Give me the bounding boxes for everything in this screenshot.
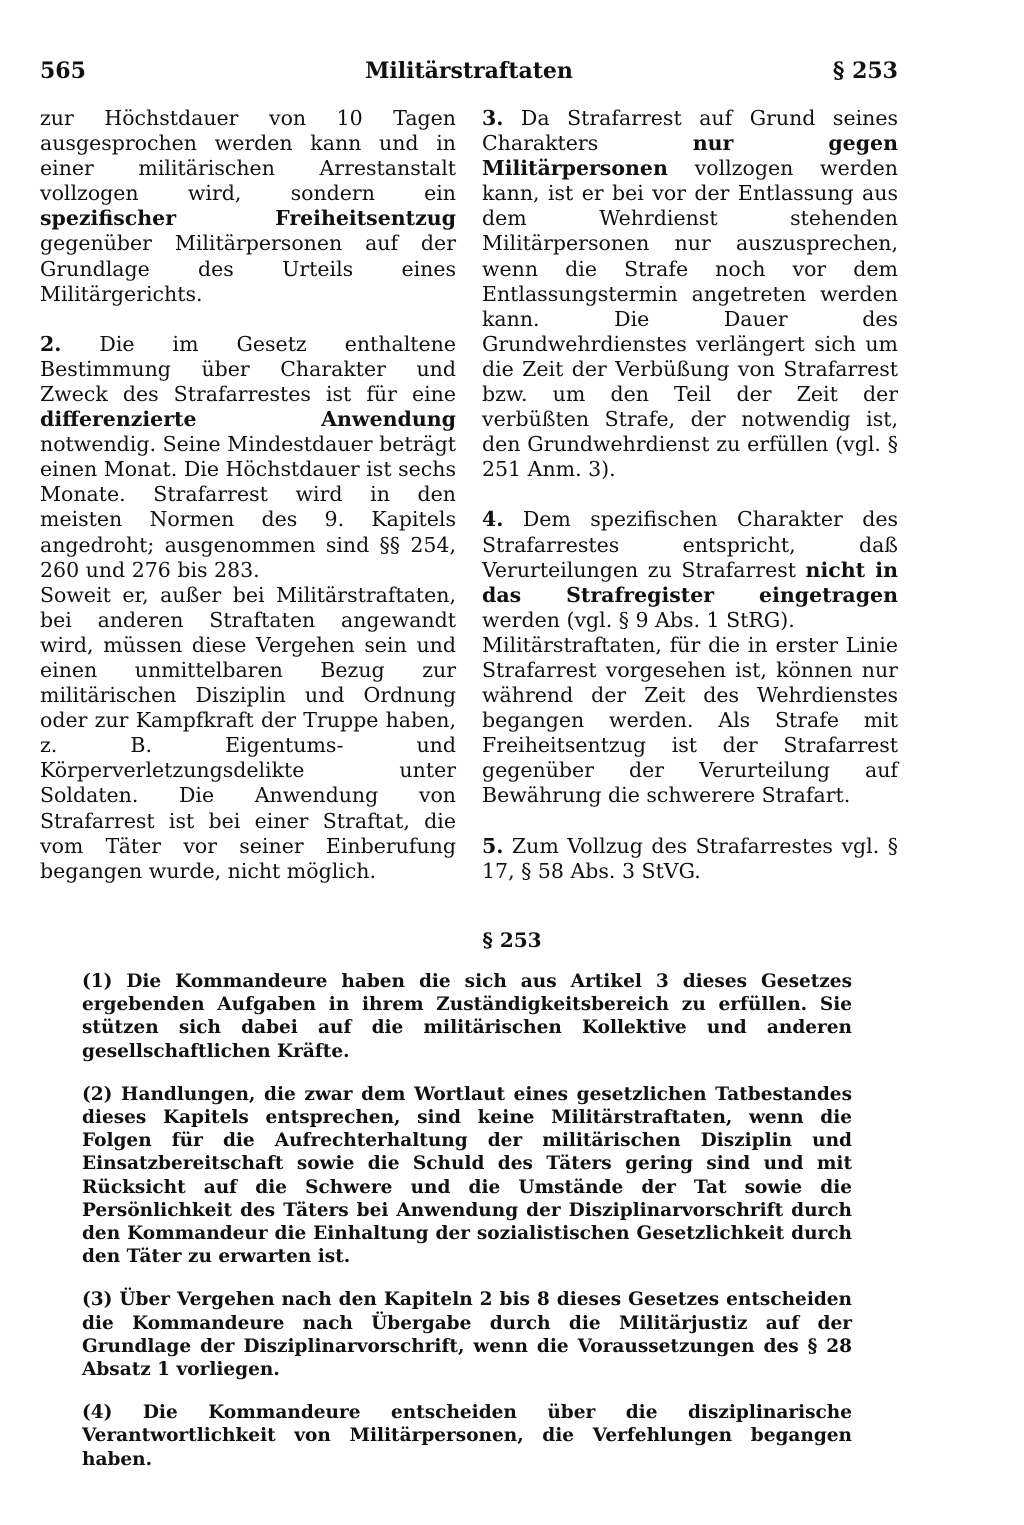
commentary-paragraph: zur Höchstdauer von 10 Tagen ausgesprochen werden kann und in einer militärischen Arrestanstalt vollzogen wird, sondern ein spezifischer Freiheitsentzug gegenüber Militärpersonen auf der Grundlage des Urteils eines Militärgerichts.: [40, 106, 456, 306]
law-paragraph-1: (1) Die Kommandeure haben die sich aus Artikel 3 dieses Gesetzes ergebenden Aufgaben in ihrem Zuständigkeitsbereich zu erfüllen. Sie stützen sich dabei auf die militärischen Kollektive und anderen gesellschaftlichen Kräfte.: [82, 971, 852, 1062]
note-number: 3.: [482, 106, 504, 130]
page-header: [40, 58, 898, 88]
left-column: [40, 106, 456, 884]
page-number: 565: [40, 58, 86, 84]
running-section: § 253: [832, 58, 898, 84]
commentary-paragraph: Militärstraftaten, für die in erster Linie Strafarrest vorgesehen ist, können nur während der Zeit des Wehrdienstes begangen werden. Als Strafe mit Freiheitsentzug ist der Strafarrest gegenüber der Verurteilung auf Bewährung die schwerere Strafart.: [482, 632, 898, 808]
commentary-paragraph: 2. Die im Gesetz enthaltene Bestimmung über Charakter und Zweck des Strafarrestes ist für eine differenzierte Anwendung notwendig. Seine Mindestdauer beträgt einen Monat. Die Höchstdauer ist sechs Monate. Strafarrest wird in den meisten Normen des 9. Kapitels angedroht; ausgenommen sind §§ 254, 260 und 276 bis 283.: [40, 331, 456, 582]
note-number: 5.: [482, 833, 504, 858]
right-column: [482, 106, 898, 884]
law-paragraph-2: (2) Handlungen, die zwar dem Wortlaut eines gesetzlichen Tatbestandes dieses Kapitels entsprechen, sind keine Militärstraftaten, wenn die Folgen für die Aufrechterhaltung der militärischen Disziplin und Einsatzbereitschaft sowie die Schuld des Täters gering sind und mit Rücksicht auf die Schwere und die Umstände der Tat sowie die Persönlichkeit des Täters bei Anwendung der Disziplinarvorschrift durch den Kommandeur die Einhaltung der sozialistischen Gesetzlichkeit durch den Täter zu erwarten ist.: [82, 1083, 852, 1268]
commentary-paragraph: 3. Da Strafarrest auf Grund seines Charakters nur gegen Militärpersonen vollzogen werden kann, ist er bei vor der Entlassung aus dem Wehrdienst stehenden Militärpersonen nur auszusprechen, wenn die Strafe noch vor dem Entlassungstermin angetreten werden kann. Die Dauer des Grundwehrdienstes verlängert sich um die Zeit der Verbüßung von Strafarrest bzw. um den Teil der Zeit der verbüßten Strafe, der notwendig ist, den Grundwehrdienst zu erfüllen (vgl. § 251 Anm. 3).: [482, 106, 899, 482]
commentary-paragraph: Soweit er, außer bei Militärstraftaten, bei anderen Straftaten angewandt wird, müssen diese Vergehen sein und einen unmittelbaren Bezug zur militärischen Disziplin und Ordnung oder zur Kampfkraft der Truppe haben, z. B. Eigentums- und Körperverletzungsdelikte unter Soldaten. Die Anwendung von Strafarrest ist bei einer Straftat, die vom Täter vor seiner Einberufung begangen wurde, nicht möglich.: [40, 582, 456, 883]
bold-phrase: nur gegen Militärpersonen: [482, 131, 899, 181]
running-title: Militärstraftaten: [365, 58, 573, 84]
bold-phrase: differenzierte Anwendung: [40, 407, 456, 432]
note-number: 4.: [482, 507, 504, 532]
commentary-paragraph: 4. Dem spezifischen Charakter des Strafarrestes entspricht, daß Verurteilungen zu Strafarrest nicht in das Strafregister eingetragen werden (vgl. § 9 Abs. 1 StRG).: [482, 507, 898, 632]
law-paragraph-4: (4) Die Kommandeure entscheiden über die disziplinarische Verantwortlichkeit von Militärpersonen, die Verfehlungen begangen haben.: [82, 1402, 852, 1470]
law-paragraph-3: (3) Über Vergehen nach den Kapiteln 2 bis 8 dieses Gesetzes entscheiden die Kommandeure nach Übergabe durch die Militärjustiz auf der Grundlage der Disziplinarvorschrift, wenn die Voraussetzungen des § 28 Absatz 1 vorliegen.: [82, 1289, 852, 1381]
commentary-paragraph: 5. Zum Vollzug des Strafarrestes vgl. § 17, § 58 Abs. 3 StVG.: [482, 833, 898, 883]
section-heading: § 253: [482, 928, 542, 952]
bold-phrase: nicht in das Strafregister eingetragen: [482, 557, 898, 607]
note-number: 2.: [40, 331, 62, 356]
law-text: [82, 970, 852, 1491]
bold-phrase: spezifischer Freiheitsentzug: [40, 206, 456, 231]
